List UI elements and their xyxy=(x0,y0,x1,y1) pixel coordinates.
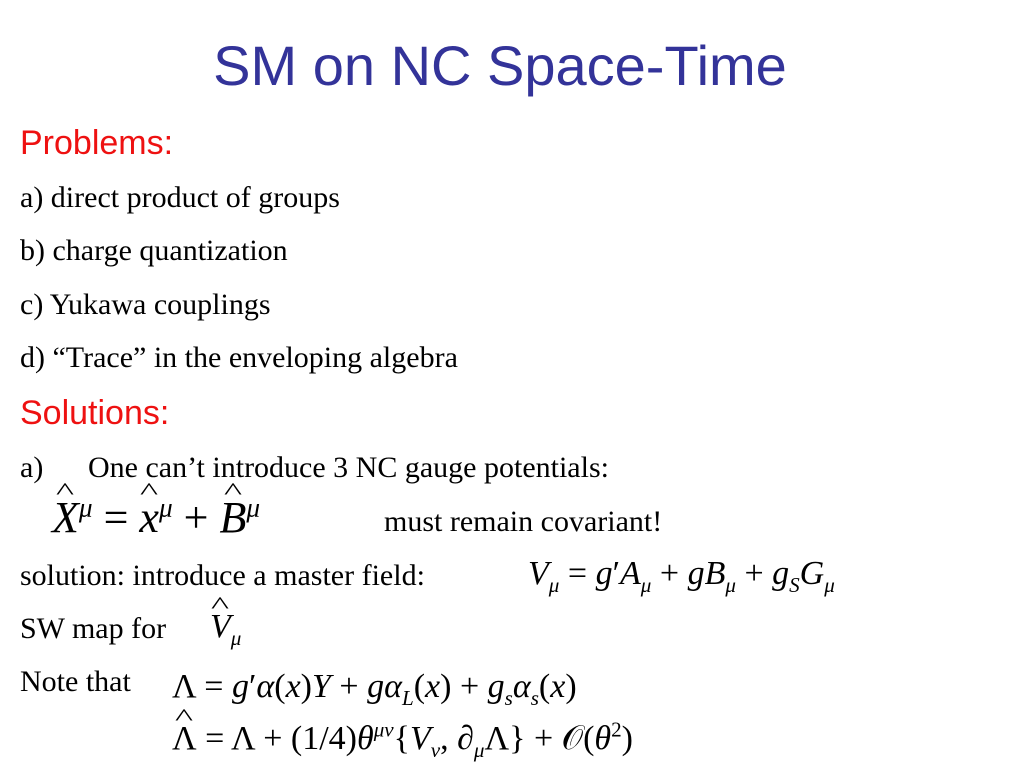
problem-item-c: c) Yukawa couplings xyxy=(20,288,271,321)
v-hat-symbol: ^ $V_\mu$ xyxy=(210,610,241,644)
problem-item-b: b) charge quantization xyxy=(20,234,288,267)
lambda-hat-equation: ^ $\Lambda = \Lambda + (1/4)\theta^{\mu\nu}\{V_\nu$, $\partial_\mu\Lambda$} + $𝒪(\theta^2)$ xyxy=(172,722,633,756)
solution-a-marker: a) xyxy=(20,451,44,484)
solutions-heading: Solutions: xyxy=(20,394,170,432)
solution-a-text: One can’t introduce 3 NC gauge potentials: xyxy=(88,451,609,484)
master-field-text: solution: introduce a master field: xyxy=(20,559,425,592)
note-text: Note that xyxy=(20,665,131,698)
slide-title: SM on NC Space-Time xyxy=(213,34,787,97)
sw-map-text: SW map for xyxy=(20,612,167,645)
covariant-note: must remain covariant! xyxy=(384,505,663,538)
lambda-equation: $\Lambda = g'\alpha(x)Y + g\alpha_L(x) + g_s\alpha_s(x)$ xyxy=(172,668,577,710)
problem-item-a: a) direct product of groups xyxy=(20,181,340,214)
master-field-equation: $V_\mu = g'A_\mu + gB_\mu + g_SG_\mu$ xyxy=(528,555,835,597)
problem-item-d: d) “Trace” in the enveloping algebra xyxy=(20,341,458,374)
problems-heading: Problems: xyxy=(20,124,174,162)
covariant-coordinate-equation: ^ $X^\mu$ = ^ $x^\mu$ + ^ $B^\mu$ xyxy=(52,496,260,540)
